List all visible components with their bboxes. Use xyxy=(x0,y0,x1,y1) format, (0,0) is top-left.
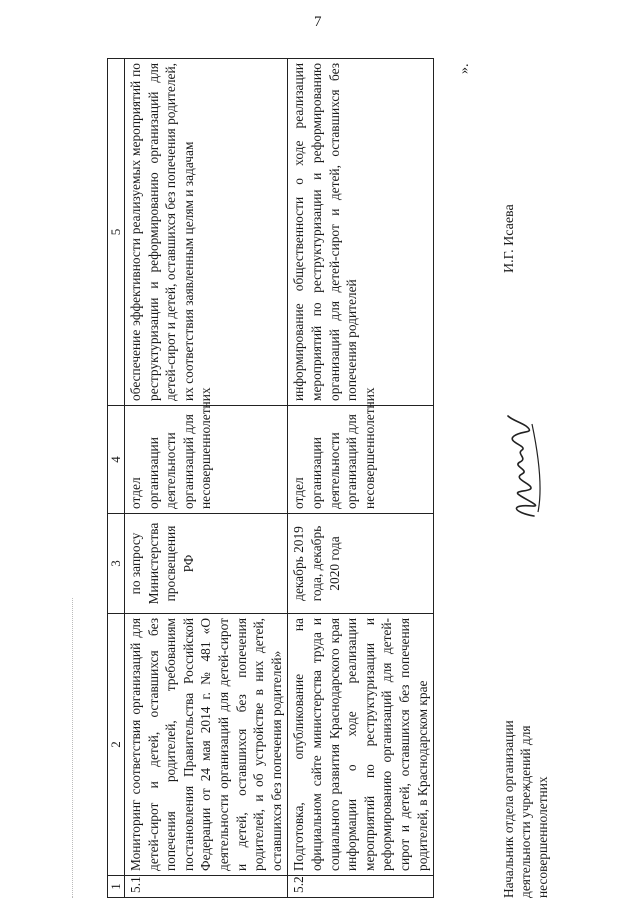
signature-title xyxy=(500,638,551,898)
table-row xyxy=(288,59,434,898)
header-cell: 2 xyxy=(108,614,125,876)
result-cell: обеспечение эффективности реализуемых мероприятий по реструктуризации и реформированию организаций для детей-сирот и детей, оставшихся без попечения родителей, их соответствия заявленным целям и задачам xyxy=(125,59,288,406)
task-cell: Мониторинг соответствия организаций для детей-сирот и детей, оставшихся без попечения родителей, требованиям постановления Правительства Российской Федерации от 24 мая 2014 г. № 481 «О деятельности организаций для детей-сирот и детей, оставшихся без попечения родителей, и об устройстве в них детей, оставшихся без попечения родителей» xyxy=(125,614,288,876)
date-cell: по запросу Министерства просвещения РФ xyxy=(125,514,288,614)
page-number: 7 xyxy=(314,14,322,30)
table-row xyxy=(125,59,288,898)
table-header-row xyxy=(108,59,125,898)
header-cell: 1 xyxy=(108,876,125,898)
signature-title-line: несовершеннолетних xyxy=(535,776,550,898)
row-number: 5.2 xyxy=(288,876,434,898)
closing-quote: ». xyxy=(457,63,472,74)
date-cell: декабрь 2019 года, декабрь 2020 года xyxy=(288,514,434,614)
rotated-content xyxy=(52,50,582,898)
header-cell: 3 xyxy=(108,514,125,614)
plan-table xyxy=(107,58,434,898)
handwritten-signature xyxy=(492,412,557,522)
header-cell: 5 xyxy=(108,59,125,406)
result-cell: информирование общественности о ходе реализации мероприятий по реструктуризации и реформированию организаций для детей-сирот и детей, оставшихся без попечения родителей xyxy=(288,59,434,406)
responsible-cell: отдел организации деятельности организаций для несовершеннолетних xyxy=(288,406,434,514)
signature-title-line: Начальник отдела организации xyxy=(501,720,516,898)
responsible-cell: отдел организации деятельности организаций для несовершеннолетних xyxy=(125,406,288,514)
signer-name: И.Г. Исаева xyxy=(502,204,517,273)
task-cell: Подготовка, опубликование на официальном сайте министерства труда и социального развития Краснодарского края информации о ходе реализации мероприятий по реструктуризации и реформированию организаций для детей-сирот и детей, оставшихся без попечения родителей, в Краснодарском крае xyxy=(288,614,434,876)
margin-guide xyxy=(72,598,73,898)
header-cell: 4 xyxy=(108,406,125,514)
signature-title-line: деятельности учреждений для xyxy=(518,725,533,898)
row-number: 5.1 xyxy=(125,876,288,898)
